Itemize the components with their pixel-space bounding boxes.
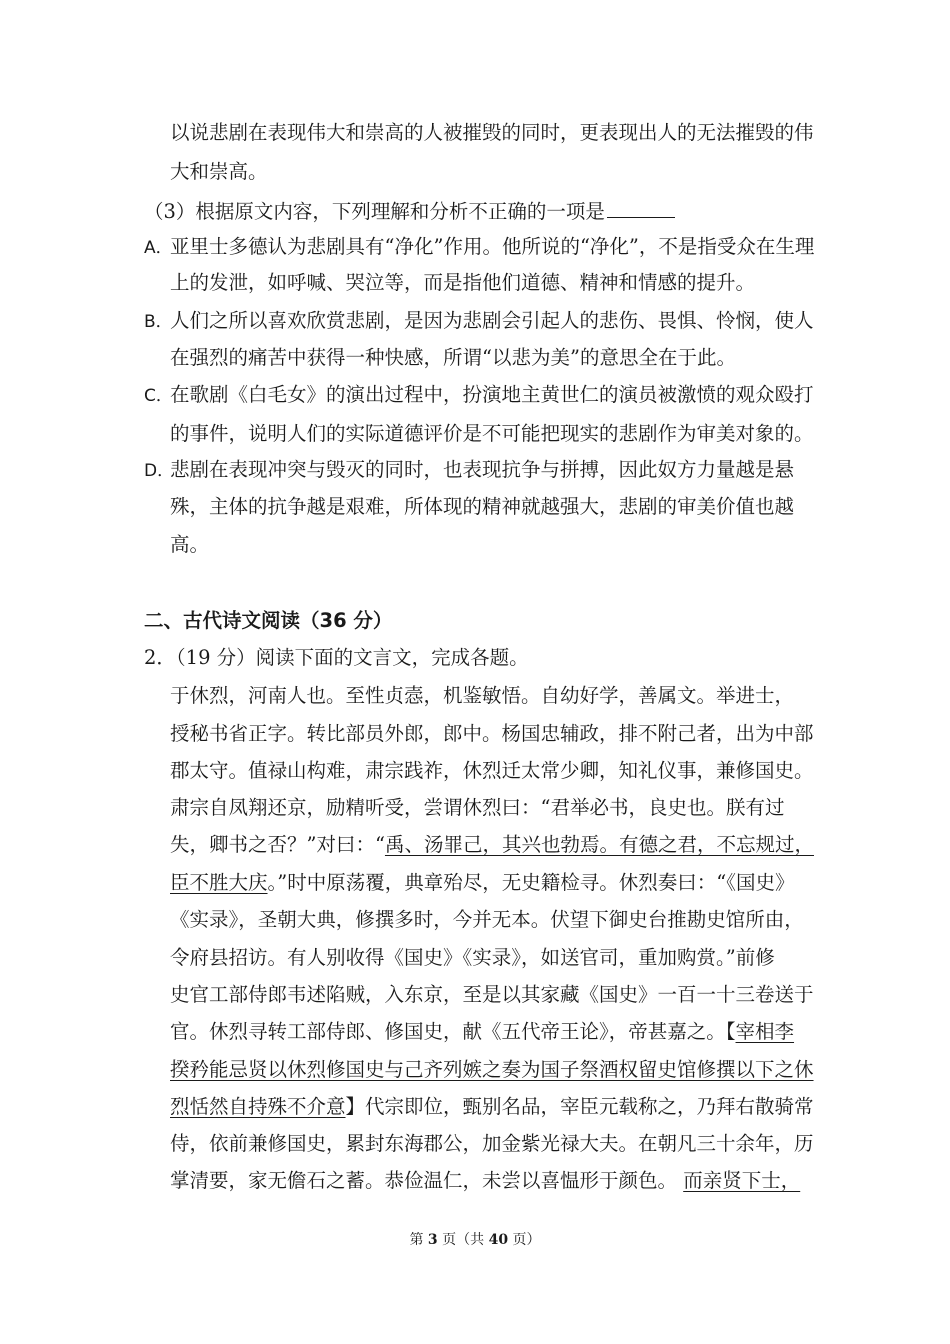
option-a	[144, 234, 814, 261]
option-d	[144, 457, 794, 484]
page-footer	[0, 1229, 950, 1249]
passage-line: 《实录》，圣朝大典，修撰多时，今并无本。伏望下御史台推勘史馆所由，	[170, 908, 804, 931]
passage-text: 】代宗即位，甄别名品，宰臣元载称之，乃拜右散骑常	[345, 1095, 814, 1118]
passage-line	[170, 870, 794, 896]
passage-line: 肃宗自凤翔还京，励精听受，尝谓休烈曰：“君举必书，良史也。朕有过	[170, 796, 785, 819]
option-label: D．	[144, 461, 175, 481]
passage-line	[170, 1168, 800, 1194]
underlined-passage-line: 揆矜能忌贤以休烈修国史与己齐列嫉之奏为国子祭酒权留史馆修撰以下之休	[170, 1058, 814, 1081]
passage-line: 郡太守。值禄山构难，肃宗践祚，休烈迁太常少卿，知礼仪事，兼修国史。	[170, 759, 814, 782]
underlined-sentence: 而亲贤下士，	[683, 1169, 801, 1192]
option-b-continued: 在强烈的痛苦中获得一种快感，所谓“以悲为美”的意思全在于此。	[170, 346, 736, 369]
option-d-continued: 高。	[170, 533, 210, 556]
option-a-continued: 上的发泄，如呼喊、哭泣等，而是指他们道德、精神和情感的提升。	[170, 271, 756, 294]
passage-text: 。”时中原荡覆，典章殆尽，无史籍检寻。休烈奏曰：“《国史》	[267, 871, 795, 894]
underlined-sentence: 禹、汤罪己，其兴也勃焉。有德之君，不忘规过，	[384, 833, 814, 856]
page-number: 3	[427, 1232, 438, 1248]
question-3-stem	[144, 199, 675, 225]
option-text: 悲剧在表现冲突与毁灭的同时，也表现抗争与拼搏，因此奴方力量越是悬	[170, 458, 795, 481]
passage-line: 令府县招访。有人别收得《国史》《实录》，如送官司，重加购赏。”前修	[170, 946, 775, 969]
passage-line: 于休烈，河南人也。至性贞悫，机鉴敏悟。自幼好学，善属文。举进士，	[170, 684, 795, 707]
question-2-stem: 2．（19 分）阅读下面的文言文，完成各题。	[144, 646, 529, 669]
option-c	[144, 382, 814, 409]
option-label: C．	[144, 386, 173, 406]
total-pages: 40	[488, 1232, 509, 1248]
passage-line: 史官工部侍郎韦述陷贼，入东京，至是以其家藏《国史》一百一十三卷送于	[170, 983, 814, 1006]
paragraph-line: 大和崇高。	[170, 160, 268, 183]
passage-line	[170, 832, 814, 858]
underlined-sentence: 臣不胜大庆	[170, 871, 268, 894]
option-d-continued: 殊，主体的抗争越是艰难，所体现的精神就越强大，悲剧的审美价值也越	[170, 495, 795, 518]
section-heading: 二、古代诗文阅读（36 分）	[144, 609, 393, 632]
passage-text: 失，卿书之否？”对曰：“	[170, 833, 385, 856]
option-label: A．	[144, 238, 173, 258]
passage-line: 侍，依前兼修国史，累封东海郡公，加金紫光禄大夫。在朝凡三十余年，历	[170, 1132, 814, 1155]
passage-line: 授秘书省正字。转比部员外郎，郎中。杨国忠辅政，排不附己者，出为中部	[170, 722, 814, 745]
passage-line	[170, 1019, 794, 1045]
option-text: 亚里士多德认为悲剧具有“净化”作用。他所说的“净化”，不是指受众在生理	[170, 235, 815, 258]
paragraph-line: 以说悲剧在表现伟大和崇高的人被摧毁的同时，更表现出人的无法摧毁的伟	[170, 121, 814, 144]
underlined-sentence: 宰相李	[735, 1020, 795, 1043]
footer-middle: 页（共	[442, 1232, 485, 1248]
footer-prefix: 第	[409, 1232, 424, 1248]
option-c-continued: 的事件，说明人们的实际道德评价是不可能把现实的悲剧作为审美对象的。	[170, 422, 814, 445]
option-text: 在歌剧《白毛女》的演出过程中，扮演地主黄世仁的演员被激愤的观众殴打	[170, 383, 814, 406]
passage-text: 官。休烈寻转工部侍郎、修国史，献《五代帝王论》，帝甚嘉之。【	[170, 1020, 736, 1043]
option-text: 人们之所以喜欢欣赏悲剧，是因为悲剧会引起人的悲伤、畏惧、怜悯，使人	[170, 309, 814, 332]
footer-suffix: 页）	[512, 1232, 541, 1248]
answer-blank	[607, 199, 675, 218]
passage-line	[170, 1094, 814, 1120]
question-stem-text: （3）根据原文内容，下列理解和分析不正确的一项是	[144, 200, 605, 223]
passage-text: 掌清要，家无儋石之蓄。恭俭温仁，未尝以喜愠形于颜色。	[170, 1169, 684, 1192]
option-b	[144, 308, 814, 335]
underlined-sentence: 烈恬然自持殊不介意	[170, 1095, 346, 1118]
option-label: B．	[144, 312, 173, 332]
